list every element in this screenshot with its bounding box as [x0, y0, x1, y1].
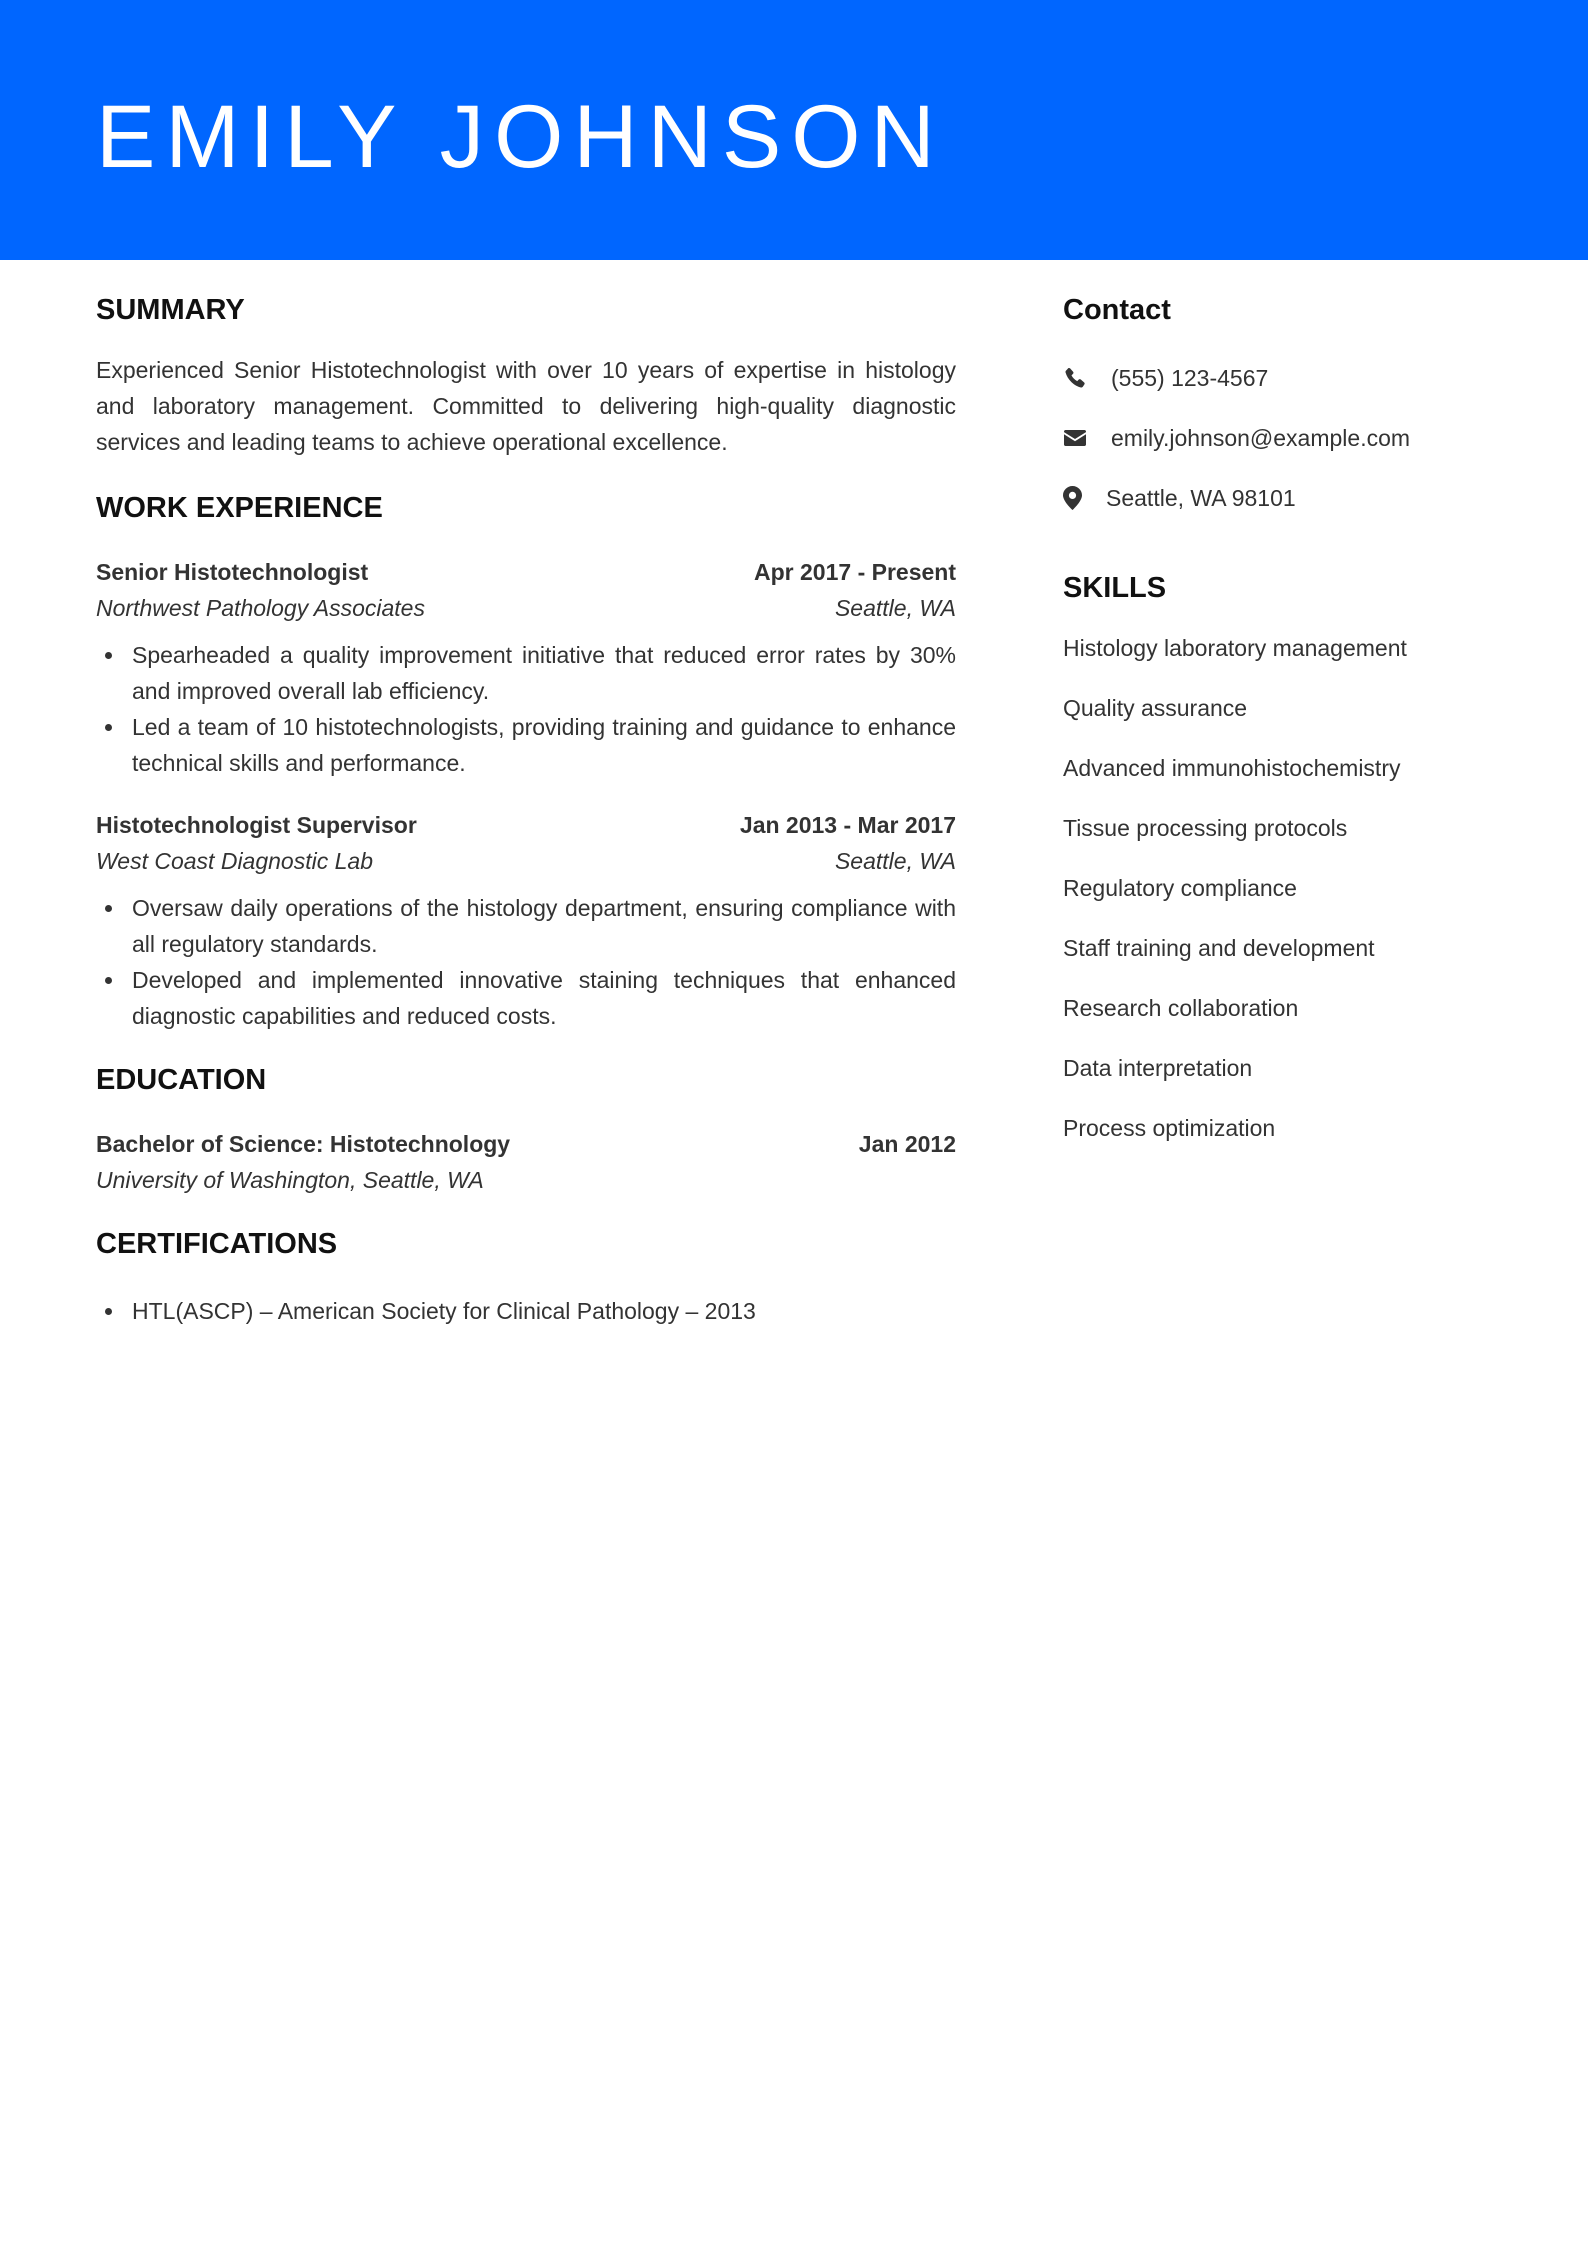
job-bullet-text: Developed and implemented innovative staining techniques that enhanced diagnostic capabilities and reduced costs. [132, 967, 956, 1029]
contact-phone-text: (555) 123-4567 [1111, 365, 1269, 391]
main-column [96, 260, 956, 1329]
skill-item: Quality assurance [1063, 695, 1248, 721]
map-marker-icon [1063, 486, 1082, 510]
job-bullet [132, 962, 956, 1034]
contact-list [1063, 360, 1503, 516]
education-heading: EDUCATION [96, 1064, 267, 1096]
job-dates: Jan 2013 - Mar 2017 [739, 812, 956, 838]
skill-item: Regulatory compliance [1063, 875, 1297, 901]
job-bullet-text: Led a team of 10 histotechnologists, providing training and guidance to enhance technical skills and performance. [132, 714, 956, 776]
job-location: Seattle, WA [834, 848, 956, 874]
contact-email [1063, 420, 1503, 456]
bullet-icon [105, 724, 112, 731]
skill-item: Process optimization [1063, 1115, 1276, 1141]
header-banner [0, 0, 1588, 260]
job-bullet [132, 637, 956, 709]
job-company: West Coast Diagnostic Lab [96, 848, 373, 874]
certification-item [132, 1293, 956, 1329]
phone-icon [1063, 366, 1087, 390]
education-entry [96, 1126, 956, 1198]
education-degree: Bachelor of Science: Histotechnology [96, 1131, 511, 1157]
bullet-icon [105, 977, 112, 984]
skill-item: Tissue processing protocols [1063, 815, 1348, 841]
job-bullet [132, 709, 956, 781]
job-bullets [96, 637, 956, 781]
certification-text: HTL(ASCP) – American Society for Clinical Pathology – 2013 [132, 1298, 756, 1324]
job-title: Histotechnologist Supervisor [96, 812, 417, 838]
job-bullets [96, 890, 956, 1034]
education-date: Jan 2012 [858, 1131, 956, 1157]
skills-heading: SKILLS [1063, 572, 1167, 604]
job-bullet [132, 890, 956, 962]
job-entry [96, 554, 956, 781]
job-entry [96, 807, 956, 1034]
sidebar-column [1063, 260, 1503, 1170]
contact-location [1063, 480, 1503, 516]
bullet-icon [105, 905, 112, 912]
certifications-list [96, 1293, 956, 1329]
job-location: Seattle, WA [834, 595, 956, 621]
contact-phone [1063, 360, 1503, 396]
contact-heading: Contact [1063, 294, 1171, 326]
bullet-icon [105, 652, 112, 659]
candidate-name: EMILY JOHNSON [96, 86, 945, 186]
summary-heading: SUMMARY [96, 294, 245, 326]
certifications-heading: CERTIFICATIONS [96, 1228, 338, 1260]
skill-item: Histology laboratory management [1063, 635, 1407, 661]
skills-list [1063, 630, 1503, 1146]
skill-item: Data interpretation [1063, 1055, 1253, 1081]
bullet-icon [105, 1308, 112, 1315]
contact-email-text: emily.johnson@example.com [1111, 425, 1411, 451]
envelope-icon [1063, 426, 1087, 450]
job-title: Senior Histotechnologist [96, 559, 369, 585]
skill-item: Advanced immunohistochemistry [1063, 755, 1401, 781]
contact-location-text: Seattle, WA 98101 [1106, 485, 1296, 511]
skill-item: Staff training and development [1063, 935, 1375, 961]
job-bullet-text: Oversaw daily operations of the histology department, ensuring compliance with all regulatory standards. [132, 895, 956, 957]
job-company: Northwest Pathology Associates [96, 595, 425, 621]
work-experience-heading: WORK EXPERIENCE [96, 492, 383, 524]
skill-item: Research collaboration [1063, 995, 1299, 1021]
education-school: University of Washington, Seattle, WA [96, 1167, 484, 1193]
job-bullet-text: Spearheaded a quality improvement initiative that reduced error rates by 30% and improved overall lab efficiency. [132, 642, 956, 704]
summary-text: Experienced Senior Histotechnologist with over 10 years of expertise in histology and laboratory management. Committed to delivering high-quality diagnostic services and leading teams to achieve operational excellence. [96, 357, 956, 455]
job-dates: Apr 2017 - Present [754, 559, 956, 585]
